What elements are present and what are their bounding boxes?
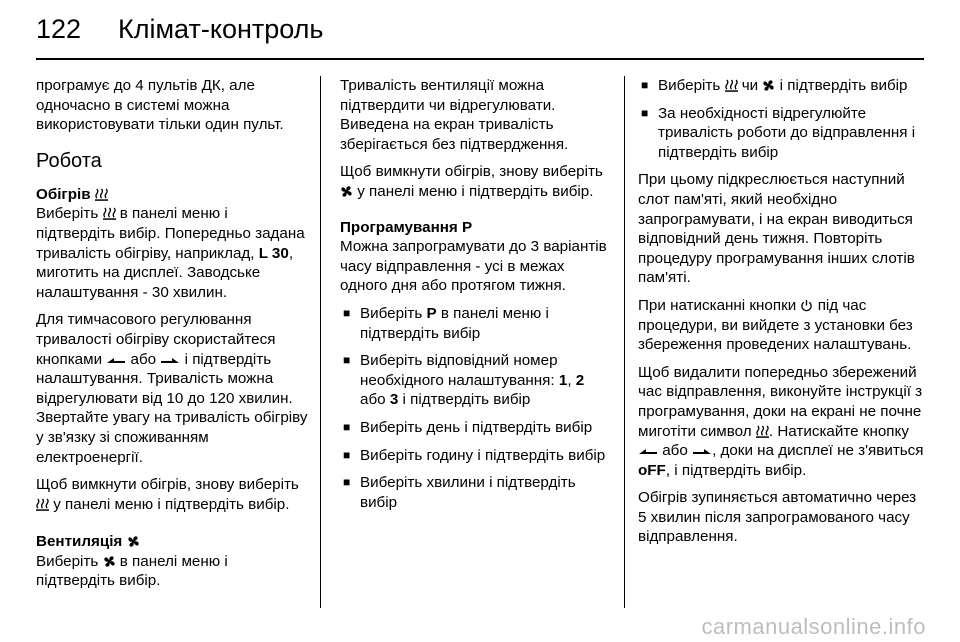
watermark: carmanualsonline.info xyxy=(701,614,926,639)
ventilation-heading: Вентиляція xyxy=(36,532,308,552)
page-header xyxy=(36,14,324,45)
heater-icon xyxy=(36,498,49,511)
programming-heading: Програмування P xyxy=(340,218,473,236)
list-item: ■ Виберіть день і підтвердіть вибір xyxy=(340,418,612,438)
section-title-operation: Робота xyxy=(36,149,102,172)
vent-duration-paragraph: Тривалість вентиляції можна підтвердити чи відрегулювати. Виведена на екран тривалість зберігається без підтвердження. xyxy=(340,77,569,153)
auto-stop-paragraph: Обігрів зупиняється автоматично через 5 хвилин після запрограмованого часу відправлення. xyxy=(638,489,917,546)
left-arrow-icon xyxy=(106,356,126,366)
heater-icon xyxy=(756,425,769,438)
list-item: ■ Виберіть P в панелі меню і підтвердіть вибір xyxy=(340,304,612,343)
column-1 xyxy=(36,76,308,599)
heating-heading: Обігрів xyxy=(36,185,308,205)
heater-icon xyxy=(103,207,116,220)
intro-paragraph: програмує до 4 пультів ДК, але одночасно в системі можна використовувати тільки один пульт. xyxy=(36,77,284,134)
programming-paragraph: Можна запрограмувати до 3 варіантів часу відправлення - усі в межах одного дня або протягом тижня. xyxy=(340,238,607,295)
power-icon xyxy=(800,299,813,312)
left-arrow-icon xyxy=(638,447,658,457)
heating-paragraph-3: Щоб вимкнути обігрів, знову виберіть у панелі меню і підтвердіть вибір. xyxy=(36,476,299,513)
delete-time-paragraph: Щоб видалити попередньо збережений час відправлення, виконуйте інструкції з програмування, доки на екрані не почне миготіти символ . Натискайте кнопку або , доки на дисплеї не з'явиться oFF, і підтвердіть вибір. xyxy=(638,363,924,479)
memory-slot-paragraph: При цьому підкреслюється наступний слот пам'яті, який необхідно запрограмувати, і на екран виводиться відповідний день тижня. Повторіть процедуру програмування інших слотів пам'яті. xyxy=(638,171,915,287)
ventilation-paragraph: Виберіть в панелі меню і підтвердіть вибір. xyxy=(36,552,228,590)
right-arrow-icon xyxy=(160,356,180,366)
page-title: Клімат-контроль xyxy=(118,14,324,44)
power-button-paragraph: При натисканні кнопки під час процедури, ви вийдете з установки без збереження проведених налаштувань. xyxy=(638,296,913,354)
fan-icon xyxy=(127,535,140,548)
column-3 xyxy=(638,76,928,555)
right-arrow-icon xyxy=(692,447,712,457)
heater-icon xyxy=(95,188,108,201)
fan-icon xyxy=(762,79,775,92)
heating-paragraph-1: Виберіть в панелі меню і підтвердіть вибір. Попередньо задана тривалість обігріву, наприклад, L 30, миготить на дисплеї. Заводське налаштування - 30 хвилин. xyxy=(36,205,305,301)
header-rule xyxy=(36,58,924,60)
fan-icon xyxy=(340,185,353,198)
column-2 xyxy=(340,76,612,520)
list-item: ■ Виберіть відповідний номер необхідного налаштування: 1, 2 або 3 і підтвердіть вибір xyxy=(340,351,612,410)
list-item: ■ Виберіть чи і підтвердіть вибір xyxy=(638,76,928,96)
vent-off-paragraph: Щоб вимкнути обігрів, знову виберіть у панелі меню і підтвердіть вибір. xyxy=(340,163,603,200)
list-item: ■ Виберіть годину і підтвердіть вибір xyxy=(340,446,612,466)
list-item: ■ Виберіть хвилини і підтвердіть вибір xyxy=(340,473,612,512)
column-divider-1 xyxy=(320,76,321,608)
fan-icon xyxy=(103,555,116,568)
heating-paragraph-2: Для тимчасового регулювання тривалості обігріву скористайтеся кнопками або і підтвердіть налаштування. Тривалість можна відрегулювати від 10 до 120 хвилин. Звертайте увагу на тривалість обігріву у зв'язку зі споживанням електроенергії. xyxy=(36,311,308,466)
list-item: ■ За необхідності відрегулюйте тривалість роботи до відправлення і підтвердіть вибір xyxy=(638,104,928,163)
column-divider-2 xyxy=(624,76,625,608)
page-number: 122 xyxy=(36,14,82,44)
heater-icon xyxy=(725,79,738,92)
